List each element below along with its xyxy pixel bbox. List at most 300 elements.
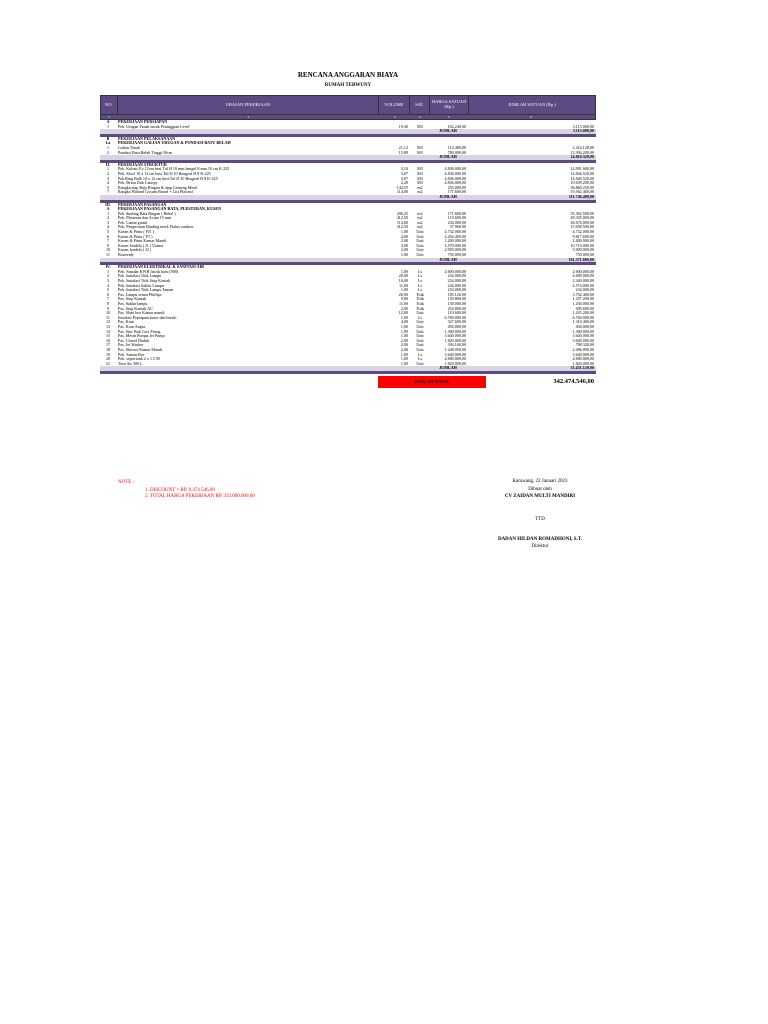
- cell-sat: M3: [417, 124, 423, 129]
- cell-desc: Pas. Stop Kontak: [118, 297, 147, 302]
- cell-no: 2: [106, 171, 110, 176]
- header-sat: SAT.: [410, 96, 431, 114]
- cell-sat: Unit: [416, 243, 424, 248]
- cell-volume: 412,50: [396, 216, 408, 221]
- cell-sat: M3: [417, 176, 423, 181]
- cell-no: 3: [106, 279, 110, 283]
- cell-desc: Torn Air 500 L: [118, 361, 143, 366]
- signer-name: DADAN HILDAN ROMADHONI, S.T.: [497, 537, 583, 542]
- cell-sat: m2: [417, 216, 423, 221]
- cell-volume: 11,00: [398, 283, 408, 288]
- cell-volume: 1,00: [400, 269, 408, 274]
- cell-no: 1: [106, 145, 110, 150]
- cell-harga: 4.836.000,00: [444, 167, 466, 172]
- cell-volume: 12,00: [398, 311, 408, 316]
- cell-no: A: [106, 207, 110, 212]
- cell-volume: 2,00: [400, 306, 408, 311]
- cell-harga: 254.800,00: [447, 306, 466, 311]
- cell-no: 8: [106, 301, 110, 306]
- cell-desc: PEKERJAAN STRUKTUR: [118, 162, 167, 167]
- cell-harga: 150.800,00: [447, 297, 466, 302]
- cell-desc: Pek.Ring Balk 10 x 12 cm besi Tul Ø 10 Beugeul Ø 8 K-225: [118, 176, 218, 181]
- subtotal-value: 111.746.490,00: [568, 194, 594, 199]
- cell-sat: Ls: [417, 283, 423, 288]
- cell-harga: 4.732.000,00: [444, 230, 466, 235]
- cell-sat: [410, 258, 430, 263]
- signer-position: Direktur: [531, 544, 549, 549]
- cell-desc: Pek. Beton Dak Canopy: [118, 181, 158, 186]
- col-index: 3: [393, 115, 396, 119]
- cell-sat: Unit: [416, 324, 424, 329]
- cell-no: 3: [106, 220, 110, 225]
- cell-jumlah: 4.680.000,00: [572, 357, 594, 362]
- cell-sat: Unit: [416, 230, 424, 235]
- cell-volume: 4,00: [400, 320, 408, 325]
- company-name: CV ZAIDAN MULTI MANDIRI: [504, 494, 576, 499]
- cell-sat: Ls: [417, 279, 423, 283]
- cell-desc: Pondasi Batu Belah Tinggi 50cm: [118, 150, 173, 155]
- cell-desc: Pek. Instalasi Titik Lampu Taman: [118, 288, 174, 293]
- cell-volume: 9,00: [400, 297, 408, 302]
- cell-no: I.a: [105, 141, 111, 146]
- cell-sat: Ls: [417, 357, 423, 362]
- cell-desc: Kusen & Pintu Kamar Mandi: [118, 239, 167, 244]
- cell-harga: 171.600,00: [447, 211, 466, 216]
- cell-sat: M3: [417, 167, 423, 172]
- subtotal-value: 3.115.000,00: [572, 129, 594, 134]
- subtotal-label: JUMLAH: [439, 194, 457, 199]
- cell-volume: 1,00: [400, 361, 408, 366]
- cell-no: 1: [106, 211, 110, 216]
- cell-volume: 2,20: [400, 181, 408, 186]
- cell-jumlah: 3.115.000,00: [572, 124, 594, 129]
- cell-desc: Rangka Plafond Gysum Board + List Plafond: [118, 190, 193, 195]
- cell-no: 2: [106, 216, 110, 221]
- cell-sat: M3: [417, 181, 423, 186]
- cell-no: 11: [106, 253, 110, 258]
- cell-jumlah: 9.817.600,00: [572, 234, 594, 239]
- cell-jumlah: 2.496.000,00: [572, 347, 594, 352]
- cell-desc: Kusen & Pintu ( P1 ): [118, 234, 153, 239]
- cell-desc: Pas. Shower Kamar Mandi: [118, 347, 163, 352]
- cell-no: 19: [105, 352, 111, 357]
- cell-volume: [380, 258, 410, 263]
- cell-jumlah: 35.392.500,00: [570, 211, 594, 216]
- cell-jumlah: 14.991.600,00: [570, 167, 594, 172]
- cell-harga: 1.820.000,00: [444, 338, 466, 343]
- cell-jumlah: 19.562.400,00: [570, 190, 594, 195]
- subtotal-label: JUMLAH: [439, 366, 457, 371]
- cell-harga: 255.000,00: [447, 185, 466, 190]
- cell-volume: [380, 129, 410, 134]
- cell-volume: 21,12: [398, 145, 408, 150]
- cell-volume: 2,00: [400, 343, 408, 348]
- cell-no: B: [106, 136, 110, 141]
- cell-harga: 3.570.000,00: [444, 243, 466, 248]
- table-body: [100, 120, 596, 374]
- cell-desc: Pek. Sloof 10 x 12 cm besi Tul Ø 10 Beugeul Ø 8 K-225: [118, 171, 211, 176]
- cell-desc: Pek. Instalasi Saklar Lampu: [118, 283, 164, 288]
- cell-desc: [116, 258, 380, 263]
- cell-volume: 114,00: [396, 220, 408, 225]
- header-no: NO.: [101, 96, 118, 114]
- cell-desc: Pek. Sumur Bor: [118, 352, 145, 357]
- cell-harga: 1.820.000,00: [444, 361, 466, 366]
- cell-harga: 6.760.000,00: [444, 315, 466, 320]
- cell-sat: m2: [417, 185, 423, 190]
- notes-list: [145, 488, 255, 500]
- cell-sat: Ls: [417, 352, 423, 357]
- section-divider: [100, 371, 596, 374]
- cell-no: 2: [106, 150, 110, 155]
- note-label: NOTE :: [118, 480, 134, 485]
- cell-desc: Rangka atap Baja Ringan & atap Genteng Metal: [118, 185, 198, 190]
- cell-sat: Unit: [416, 234, 424, 239]
- cell-desc: Pek. Standar KWH listrik baru (900): [118, 269, 179, 274]
- cell-desc: Pek. Instalasi Titik Stop Kontak: [118, 279, 171, 283]
- subtotal-value: 14.810.328,00: [570, 155, 594, 160]
- cell-no: 21: [105, 361, 111, 366]
- cell-desc: [116, 195, 380, 200]
- cell-sat: Unit: [416, 320, 424, 325]
- cell-desc: Pek. Kolom 8 x 12cm besi Tul Ø 10 mm beugel 8 mm 10 cm K 225: [118, 167, 230, 172]
- cell-jumlah: 1.310.400,00: [572, 320, 594, 325]
- cell-sat: [410, 155, 430, 160]
- cell-sat: [410, 195, 430, 200]
- cell-sat: Unit: [416, 248, 424, 253]
- cell-no: [100, 155, 116, 160]
- cell-sat: Unit: [416, 334, 424, 339]
- cell-desc: Pek. septictank 2 x 1.5 M: [118, 357, 160, 362]
- cell-sat: [410, 366, 430, 371]
- subtotal-row: [100, 129, 596, 134]
- cell-desc: Instalasi Pepiapam kotor dan bersih: [118, 315, 177, 320]
- cell-jumlah: 2.340.000,00: [572, 279, 594, 283]
- cell-no: 18: [105, 347, 111, 352]
- cell-no: 16: [105, 338, 111, 343]
- cell-no: [100, 258, 116, 263]
- cell-harga: 119.600,00: [447, 311, 466, 316]
- cell-no: 12: [105, 320, 111, 325]
- cell-volume: 1,00: [400, 329, 408, 334]
- cell-sat: Unit: [416, 329, 424, 334]
- cell-no: 13: [105, 324, 111, 329]
- cell-sat: m2: [417, 190, 423, 195]
- cell-no: 4: [106, 225, 110, 230]
- cell-volume: 2,00: [400, 248, 408, 253]
- cell-harga: 171.600,00: [447, 190, 466, 195]
- cell-harga: 2.600.000,00: [444, 269, 466, 274]
- cell-harga: 234.000,00: [447, 288, 466, 293]
- cell-desc: PEKERJAAN PASANGAN BATA, PLESTERAN, KUSEN: [118, 207, 222, 212]
- cell-desc: [116, 155, 380, 160]
- cell-volume: 114,00: [396, 190, 408, 195]
- cell-desc: Pas. Slant boz Kamar mandi: [118, 311, 165, 316]
- cell-desc: PEKERJAAN PERSIAPAN: [118, 120, 168, 124]
- cell-volume: 1,00: [400, 253, 408, 258]
- cell-harga: 4.836.000,00: [444, 176, 466, 181]
- cell-sat: Unit: [416, 338, 424, 343]
- cell-no: 20: [105, 357, 111, 362]
- cell-desc: Pas. Saklar lampu: [118, 301, 148, 306]
- cell-no: 5: [106, 230, 110, 235]
- cell-harga: 37.960,00: [449, 225, 466, 230]
- cell-jumlah: 2.400.000,00: [572, 239, 594, 244]
- cell-no: 9: [106, 306, 110, 311]
- col-index: 2: [247, 115, 250, 119]
- cell-harga: 4.836.000,00: [444, 171, 466, 176]
- cell-sat: Titik: [416, 301, 424, 306]
- cell-jumlah: 10.710.000,00: [570, 243, 594, 248]
- cell-no: 14: [105, 329, 111, 334]
- cell-jumlah: 15.658.500,00: [570, 225, 594, 230]
- cell-jumlah: 3.640.000,00: [572, 338, 594, 343]
- cell-no: A: [106, 120, 110, 124]
- cell-jumlah: 1.300.000,00: [572, 329, 594, 334]
- cell-jumlah: 6.760.000,00: [572, 315, 594, 320]
- cell-volume: 3,10: [400, 167, 408, 172]
- cell-sat: M3: [417, 171, 423, 176]
- cell-no: 11: [106, 315, 110, 320]
- cell-jumlah: 2.600.000,00: [572, 269, 594, 274]
- cell-no: 4: [106, 283, 110, 288]
- cell-volume: 20,00: [398, 292, 408, 297]
- cell-no: 5: [106, 288, 110, 293]
- cell-desc: Kusen & Pintu ( PJ1 ): [118, 230, 155, 235]
- cell-desc: Bouvenly: [118, 253, 134, 258]
- cell-harga: 234.000,00: [447, 220, 466, 225]
- cell-desc: Pas. Jet Washer: [118, 343, 144, 348]
- cell-volume: 15,89: [398, 150, 408, 155]
- cell-no: 7: [106, 297, 110, 302]
- cell-jumlah: 12.394.200,00: [570, 150, 594, 155]
- cell-jumlah: 36.860.250,00: [570, 185, 594, 190]
- cell-no: [100, 366, 116, 371]
- cell-harga: 780.000,00: [447, 150, 466, 155]
- cell-desc: PEKERJAAN PELAKSANAAN: [118, 136, 176, 141]
- cell-harga: 3.640.000,00: [444, 334, 466, 339]
- cell-volume: 412,50: [396, 225, 408, 230]
- cell-sat: Unit: [416, 253, 424, 258]
- cell-sat: Titik: [416, 292, 424, 297]
- cell-jumlah: 1.430.000,00: [572, 301, 594, 306]
- cell-jumlah: 5.900.000,00: [572, 248, 594, 253]
- cell-volume: 3,07: [400, 171, 408, 176]
- cell-volume: 1,00: [400, 357, 408, 362]
- cell-desc: Pek. Urugan Tanah untuk Peninggian Level: [118, 124, 190, 129]
- cell-desc: Pek. Pengecatan Dinding merk Dulux outdoor: [118, 225, 194, 230]
- cell-no: 10: [105, 311, 111, 316]
- cell-no: 17: [105, 343, 111, 348]
- cell-sat: Unit: [416, 343, 424, 348]
- cell-harga: 162.240,00: [447, 124, 466, 129]
- subtotal-value: 51.431.120,00: [570, 366, 594, 371]
- signature-ttd: TTD: [535, 517, 545, 522]
- cell-jumlah: 3.640.000,00: [572, 334, 594, 339]
- cell-jumlah: 14.846.520,00: [570, 171, 594, 176]
- place-date: Karawang, 22 Januari 2023: [512, 479, 568, 484]
- cell-volume: 144,55: [396, 185, 408, 190]
- cell-harga: 1.200.000,00: [444, 239, 466, 244]
- cell-volume: 1,00: [400, 230, 408, 235]
- budget-table: [100, 95, 596, 388]
- subtotal-label: JUMLAH: [439, 257, 457, 262]
- cell-volume: 10,00: [398, 279, 408, 283]
- cell-volume: 1,00: [400, 288, 408, 293]
- cell-no: 15: [105, 334, 111, 339]
- cell-sat: m2: [417, 225, 423, 230]
- cell-desc: Pas. Kran: [118, 320, 134, 325]
- cell-desc: PEKERJAAN GALIAN URUGAN & PONDASI BATU BELAH: [118, 141, 231, 146]
- cell-no: 5: [106, 185, 110, 190]
- cell-jumlah: 1.357.200,00: [572, 297, 594, 302]
- subtotal-label: JUMLAH: [439, 129, 457, 134]
- cell-jumlah: 10.639.200,00: [570, 181, 594, 186]
- cell-harga: 2.454.400,00: [444, 234, 466, 239]
- cell-no: III.: [105, 202, 111, 207]
- cell-harga: 4.680.000,00: [444, 357, 466, 362]
- cell-desc: Pek. Lantai granit: [118, 220, 148, 225]
- cell-harga: 750.000,00: [447, 253, 466, 258]
- grand-total-row: [100, 376, 596, 388]
- cell-no: 4: [106, 181, 110, 186]
- cell-no: 7: [106, 190, 110, 195]
- cell-no: [100, 129, 116, 134]
- cell-harga: 1.248.000,00: [444, 347, 466, 352]
- cell-no: 9: [106, 243, 110, 248]
- header-uraian: URAIAN PEKERJAAN: [118, 96, 379, 114]
- cell-desc: Pas. Kran Angsa: [118, 324, 146, 329]
- cell-sat: Titik: [416, 306, 424, 311]
- cell-no: 3: [106, 176, 110, 181]
- grand-total-value: 342.474.546,00: [553, 377, 594, 385]
- cell-volume: 2,00: [400, 239, 408, 244]
- cell-harga: 394.160,00: [447, 343, 466, 348]
- cell-harga: 1.300.000,00: [444, 329, 466, 334]
- cell-volume: [380, 195, 410, 200]
- subtotal-row: [100, 366, 596, 371]
- cell-sat: M3: [417, 145, 423, 150]
- cell-harga: 4.836.000,00: [444, 181, 466, 186]
- cell-jumlah: 1.820.000,00: [572, 361, 594, 366]
- cell-harga: 234.000,00: [447, 279, 466, 283]
- cell-no: 1: [106, 124, 110, 129]
- col-index: 4: [418, 115, 421, 119]
- cell-volume: 2,00: [400, 347, 408, 352]
- col-index: 1: [108, 115, 110, 119]
- cell-harga: 234.000,00: [447, 283, 466, 288]
- cell-desc: Pas. Stop Kontak AC: [118, 306, 153, 311]
- cell-desc: Galian Tanah: [118, 145, 140, 150]
- cell-harga: 185.120,00: [447, 292, 466, 297]
- cell-volume: 4,00: [400, 234, 408, 239]
- cell-jumlah: 788.320,00: [575, 343, 594, 348]
- cell-jumlah: 4.680.000,00: [572, 274, 594, 279]
- cell-no: 6: [106, 292, 110, 297]
- cell-harga: 3.640.000,00: [444, 352, 466, 357]
- cell-volume: 11,00: [398, 301, 408, 306]
- cell-harga: 130.000,00: [447, 301, 466, 306]
- cell-volume: [380, 155, 410, 160]
- cell-no: IV.: [105, 265, 111, 270]
- cell-jumlah: 1.435.200,00: [572, 311, 594, 316]
- cell-harga: 2.950.000,00: [444, 248, 466, 253]
- cell-desc: PEKERJAAN ELEKTRIKAL & SANITASI AIR: [118, 265, 205, 270]
- cell-harga: 327.600,00: [447, 320, 466, 325]
- cell-desc: Pek. Instalasi Titik Lampu: [118, 274, 162, 279]
- cell-desc: Pek. dinding Bata Ringan ( Hebel ): [118, 211, 176, 216]
- cell-jumlah: 26.676.000,00: [570, 220, 594, 225]
- subtotal-value: 161.371.600,00: [568, 257, 594, 262]
- cell-jumlah: 49.335.000,00: [570, 216, 594, 221]
- cell-sat: [410, 129, 430, 134]
- col-index: 6: [530, 115, 533, 119]
- col-index: 5: [447, 115, 450, 119]
- cell-no: [100, 195, 116, 200]
- cell-volume: 3,00: [400, 243, 408, 248]
- cell-no: II.: [105, 162, 111, 167]
- cell-harga: 119.600,00: [447, 216, 466, 221]
- cell-sat: Ls: [417, 315, 423, 320]
- cell-desc: Pek. Plesteran dan Acian 15 mm: [118, 216, 172, 221]
- cell-sat: Unit: [416, 239, 424, 244]
- cell-sat: M3: [417, 150, 423, 155]
- document-title: RENCANA ANGGARAN BIAYA: [297, 71, 399, 79]
- cell-jumlah: 494.000,00: [575, 324, 594, 329]
- cell-jumlah: 509.600,00: [575, 306, 594, 311]
- cell-no: 7: [106, 239, 110, 244]
- cell-harga: 494.000,00: [447, 324, 466, 329]
- cell-desc: Pas. Lampu setara Phillips: [118, 292, 162, 297]
- cell-volume: 1,00: [400, 352, 408, 357]
- cell-no: 1: [106, 167, 110, 172]
- header-harga: HARGA SATUAN (Rp.): [430, 96, 468, 114]
- cell-sat: Ls: [417, 269, 423, 274]
- cell-volume: 3,07: [400, 176, 408, 181]
- cell-desc: Kusen Jendela ( J1 ) Utama: [118, 243, 164, 248]
- cell-jumlah: 3.702.400,00: [572, 292, 594, 297]
- header-jumlah: JUMLAH SATUAN (Rp.): [508, 101, 556, 107]
- cell-volume: 1,00: [400, 334, 408, 339]
- cell-no: 1: [106, 269, 110, 274]
- cell-sat: m2: [417, 220, 423, 225]
- subtotal-label: JUMLAH: [439, 155, 457, 160]
- subtotal-row: [100, 258, 596, 263]
- cell-volume: [380, 366, 410, 371]
- cell-sat: Ls: [417, 274, 423, 279]
- cell-no: 6: [106, 234, 110, 239]
- cell-no: 10: [105, 248, 111, 253]
- cell-desc: Kusen Jendela ( J2 ): [118, 248, 152, 253]
- subtotal-row: [100, 155, 596, 160]
- cell-desc: PEKERJAAN PASANGAN: [118, 202, 167, 207]
- cell-volume: 206,25: [396, 211, 408, 216]
- note-discount: 1. DISCOUNT = RP. 9.474.546,00: [145, 488, 215, 493]
- cell-desc: [116, 366, 380, 371]
- cell-volume: 20,00: [398, 274, 408, 279]
- cell-desc: [116, 129, 380, 134]
- cell-volume: 1,00: [400, 324, 408, 329]
- cell-sat: Unit: [416, 347, 424, 352]
- cell-desc: Pas. Sinc Bak Cuci Piring: [118, 329, 161, 334]
- document-subtitle: RUMAH TERWUNY: [324, 83, 372, 88]
- table-header: [100, 95, 596, 115]
- cell-jumlah: 2.574.000,00: [572, 283, 594, 288]
- note-total-price: 2. TOTAL HARGA PEKERJAAN RP. 333.000.000,00: [145, 494, 255, 499]
- cell-jumlah: 4.732.000,00: [572, 230, 594, 235]
- cell-harga: 234.000,00: [447, 274, 466, 279]
- cell-jumlah: 234.000,00: [575, 288, 594, 293]
